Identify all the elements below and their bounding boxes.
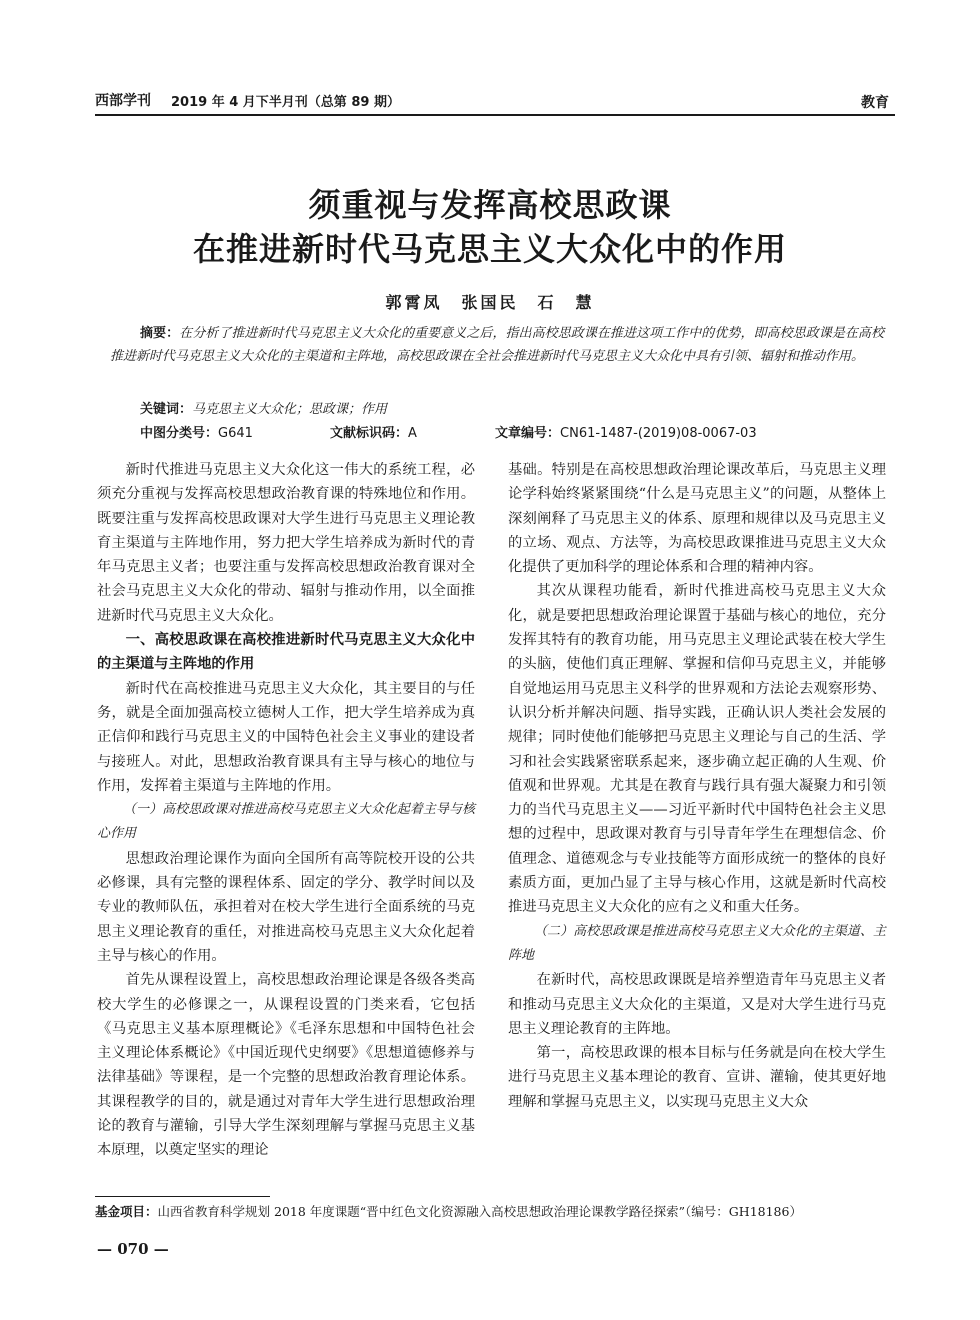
issue-info: 2019 年 4 月下半月刊（总第 89 期） — [171, 95, 400, 110]
abstract-label: 摘要： — [140, 326, 180, 341]
doc-code-value: A — [408, 426, 417, 441]
running-header — [95, 90, 895, 112]
document-code — [330, 422, 417, 441]
author-list: 郭霄凤 张国民 石 慧 — [385, 293, 595, 312]
clc-label: 中图分类号： — [140, 426, 219, 441]
header-rule — [95, 114, 895, 116]
left-column — [97, 458, 475, 1163]
article-number — [495, 422, 757, 441]
paragraph: 首先从课程设置上，高校思想政治理论课是各级各类高校大学生的必修课之一，从课程设置的门类来看，它包括《马克思主义基本原理概论》《毛泽东思想和中国特色社会主义理论体系概论》《中国近现代史纲要》《思想道德修养与法律基础》等课程，是一个完整的思想政治教育理论体系。其课程教学的目的，就是通过对青年大学生进行思想政治理论的教育与灌输，引导大学生深刻理解与掌握马克思主义基本原理，以奠定坚实的理论 — [97, 972, 475, 1159]
clc-value: G641 — [218, 426, 253, 441]
keywords-label: 关键词： — [140, 402, 193, 417]
paragraph: 第一，高校思政课的根本目标与任务就是向在校大学生进行马克思主义基本理论的教育、宣讲、灌输，使其更好地理解和掌握马克思主义，以实现马克思主义大众 — [508, 1045, 886, 1110]
paragraph: 新时代推进马克思主义大众化这一伟大的系统工程，必须充分重视与发挥高校思想政治教育课的特殊地位和作用。既要注重与发挥高校思政课对大学生进行马克思主义理论教育主渠道与主阵地作用，努力把大学生培养成为新时代的青年马克思主义者；也要注重与发挥高校思想政治教育课对全社会马克思主义大众化的带动、辐射与推动作用，以全面推进新时代马克思主义大众化。 — [97, 462, 475, 624]
abstract — [110, 322, 884, 368]
paragraph: 其次从课程功能看，新时代推进高校马克思主义大众化，就是要把思想政治理论课置于基础与核心的地位，充分发挥其特有的教育功能，用马克思主义理论武装在校大学生的头脑，使他们真正理解、掌握和信仰马克思主义，并能够自觉地运用马克思主义科学的世界观和方法论去观察形势、认识分析并解决问题、指导实践，正确认识人类社会发展的规律；同时使他们能够把马克思主义理论与自己的生活、学习和社会实践紧密联系起来，逐步确立起正确的人生观、价值观和世界观。尤其是在教育与践行具有强大凝聚力和引领力的当代马克思主义——习近平新时代中国特色社会主义思想的过程中，思政课对教育与引导青年学生在理想信念、价值理念、道德观念与专业技能等方面形成统一的整体的良好素质方面，更加凸显了主导与核心作用，这就是新时代高校推进马克思主义大众化的应有之义和重大任务。 — [508, 583, 886, 916]
funding-text: 山西省教育科学规划 2018 年度课题“晋中红色文化资源融入高校思想政治理论课教学路径探索”（编号：GH18186） — [157, 1204, 802, 1219]
section-name: 教育 — [861, 95, 889, 111]
funding-footnote — [95, 1202, 895, 1220]
article-title-line-2: 在推进新时代马克思主义大众化中的作用 — [192, 230, 787, 268]
subsection-heading: （一）高校思政课对推进高校马克思主义大众化起着主导与核心作用 — [97, 802, 475, 842]
keywords-text: 马克思主义大众化；思政课；作用 — [192, 402, 388, 417]
paragraph: 在新时代，高校思政课既是培养塑造青年马克思主义者和推动马克思主义大众化的主渠道，又是对大学生进行马克思主义理论教育的主阵地。 — [508, 972, 886, 1037]
abstract-text: 在分析了推进新时代马克思主义大众化的重要意义之后，指出高校思政课在推进这项工作中的优势，即高校思政课是在高校推进新时代马克思主义大众化的主渠道和主阵地，高校思政课在全社会推进新时代马克思主义大众化中具有引领、辐射和推动作用。 — [110, 326, 884, 364]
article-number-value: CN61-1487-(2019)08-0067-03 — [560, 426, 757, 441]
keywords — [140, 398, 387, 417]
article-title-line-1: 须重视与发挥高校思政课 — [308, 186, 672, 224]
journal-name: 西部学刊 — [95, 93, 151, 109]
section-heading: 一、高校思政课在高校推进新时代马克思主义大众化中的主渠道与主阵地的作用 — [97, 632, 475, 673]
doc-code-label: 文献标识码： — [330, 426, 409, 441]
footnote-rule — [95, 1196, 270, 1197]
article-number-label: 文章编号： — [495, 426, 561, 441]
page-number: — 070 — — [97, 1240, 169, 1258]
paragraph: 思想政治理论课作为面向全国所有高等院校开设的公共必修课，具有完整的课程体系、固定的学分、教学时间以及专业的教师队伍，承担着对在校大学生进行全面系统的马克思主义理论教育的重任，对推进高校马克思主义大众化起着主导与核心的作用。 — [97, 850, 475, 964]
funding-label: 基金项目： — [95, 1204, 158, 1219]
paragraph: 新时代在高校推进马克思主义大众化，其主要目的与任务，就是全面加强高校立德树人工作，把大学生培养成为真正信仰和践行马克思主义的中国特色社会主义事业的建设者与接班人。对此，思想政治教育课具有主导与核心的地位与作用，发挥着主渠道与主阵地的作用。 — [97, 680, 475, 794]
right-column — [508, 458, 886, 1114]
subsection-heading: （二）高校思政课是推进高校马克思主义大众化的主渠道、主阵地 — [508, 923, 886, 963]
paragraph-continued: 基础。特别是在高校思想政治理论课改革后，马克思主义理论学科始终紧紧围绕“什么是马克思主义”的问题，从整体上深刻阐释了马克思主义的体系、原理和规律以及马克思主义的立场、观点、方法等，为高校思政课推进马克思主义大众化提供了更加科学的理论体系和合理的精神内容。 — [508, 462, 886, 576]
clc-number — [140, 422, 253, 441]
